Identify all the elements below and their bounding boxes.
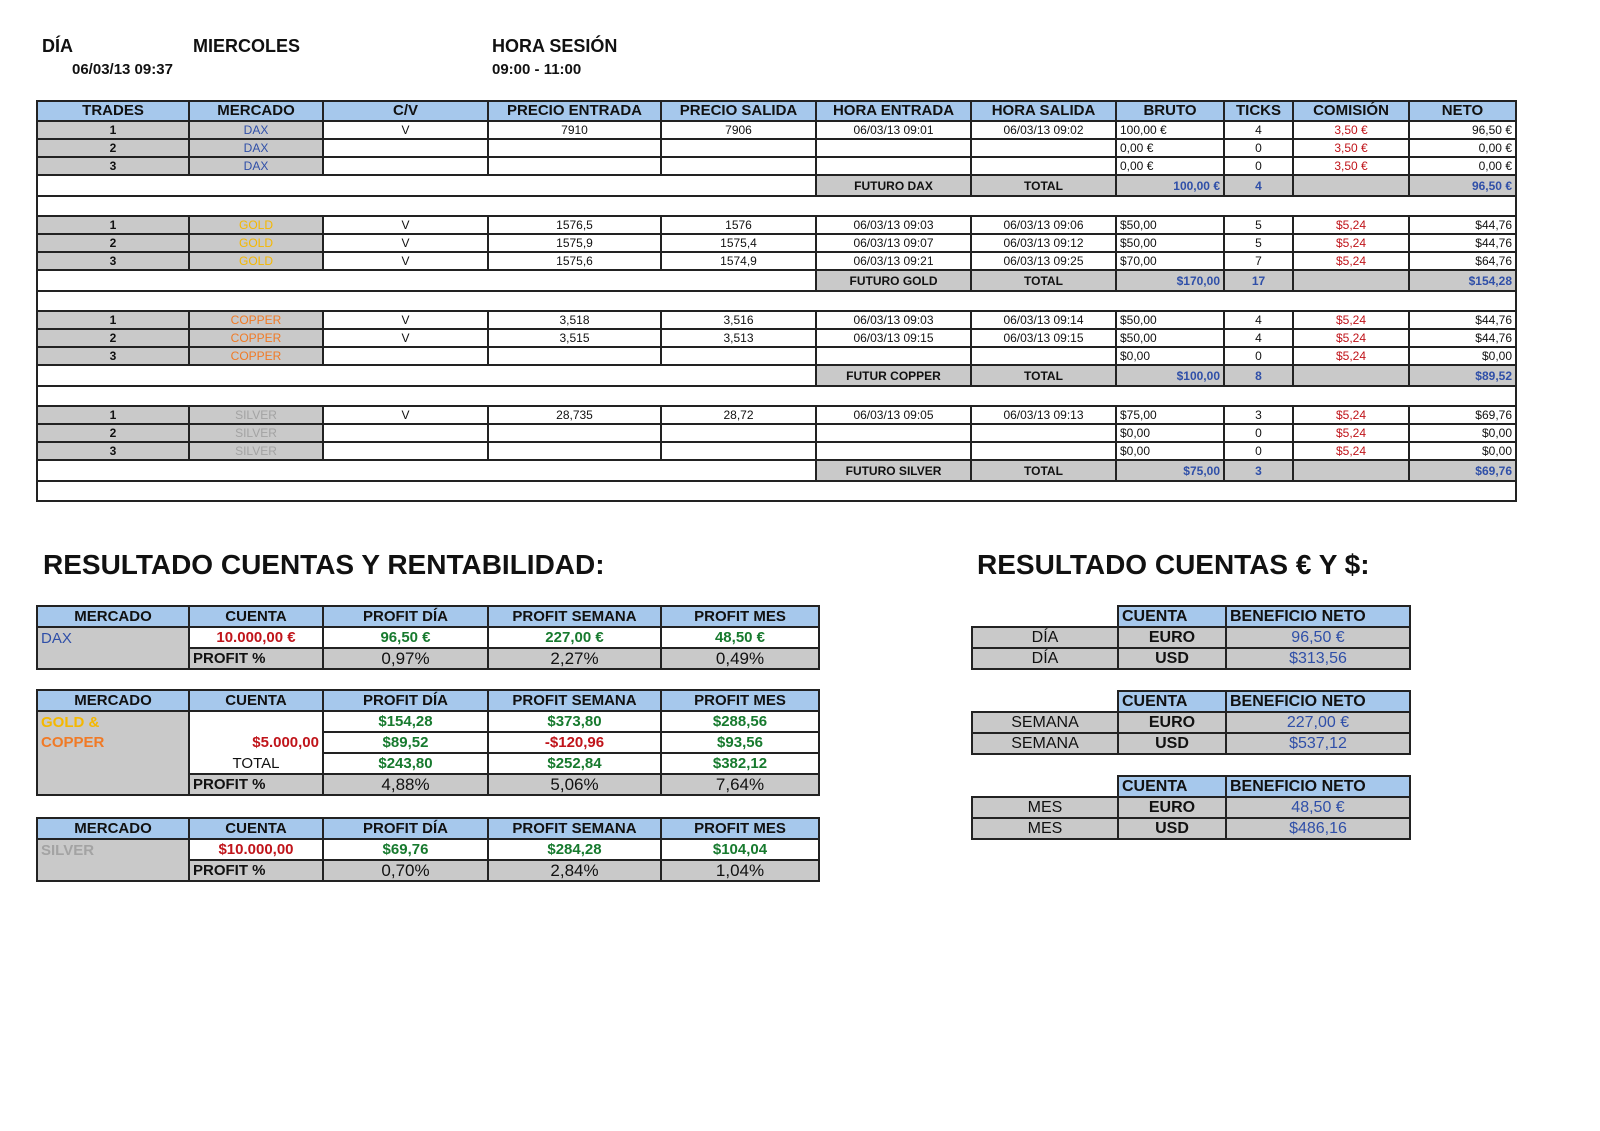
trade-ticks: 5 (1224, 234, 1293, 252)
trade-number: 1 (37, 216, 189, 234)
trade-ticks: 0 (1224, 139, 1293, 157)
profit-mes-total: $382,12 (661, 753, 819, 774)
account-blank (189, 711, 323, 732)
col-beneficio-neto: BENEFICIO NETO (1226, 606, 1410, 627)
trade-market: COPPER (189, 311, 323, 329)
total-ticks: 17 (1224, 270, 1293, 291)
accounts-block (971, 605, 1409, 845)
profit-semana-gold: $373,80 (488, 711, 661, 732)
pct-dia: 0,70% (323, 860, 488, 881)
profit-pct-label: PROFIT % (189, 648, 323, 669)
trade-number: 1 (37, 121, 189, 139)
trade-entry-time (816, 347, 971, 365)
trade-exit-price: 7906 (661, 121, 816, 139)
trade-entry-price: 7910 (488, 121, 661, 139)
trade-exit-price (661, 347, 816, 365)
total-future-label: FUTURO GOLD (816, 270, 971, 291)
profit-dia: 96,50 € (323, 627, 488, 648)
total-label: TOTAL (971, 460, 1116, 481)
trade-comision: $5,24 (1293, 234, 1409, 252)
trade-row (37, 139, 1516, 157)
trade-number: 3 (37, 157, 189, 175)
trade-number: 3 (37, 442, 189, 460)
account-row (972, 648, 1410, 669)
total-comision-blank (1293, 460, 1409, 481)
trade-market: SILVER (189, 406, 323, 424)
account-net: $486,16 (1226, 818, 1410, 839)
col-trades: TRADES (37, 101, 189, 121)
total-row (37, 365, 1516, 386)
total-row (37, 175, 1516, 196)
pct-semana: 2,84% (488, 860, 661, 881)
col-precio-salida: PRECIO SALIDA (661, 101, 816, 121)
trade-bruto: $0,00 (1116, 442, 1224, 460)
account-value: 10.000,00 € (189, 627, 323, 648)
trade-exit-time (971, 424, 1116, 442)
trade-entry-time: 06/03/13 09:07 (816, 234, 971, 252)
profit-mes: $104,04 (661, 839, 819, 860)
col-profit-mes: PROFIT MES (661, 690, 819, 711)
total-future-label: FUTURO SILVER (816, 460, 971, 481)
profit-semana: 227,00 € (488, 627, 661, 648)
trade-ticks: 4 (1224, 311, 1293, 329)
col-hora-entrada: HORA ENTRADA (816, 101, 971, 121)
total-future-label: FUTURO DAX (816, 175, 971, 196)
trade-number: 2 (37, 234, 189, 252)
total-comision-blank (1293, 175, 1409, 196)
pct-mes: 0,49% (661, 648, 819, 669)
col-mercado: MERCADO (189, 101, 323, 121)
trade-number: 1 (37, 406, 189, 424)
market-gold: GOLD & (37, 711, 189, 732)
trade-neto: $44,76 (1409, 216, 1516, 234)
profit-semana-total: $252,84 (488, 753, 661, 774)
total-label: TOTAL (971, 270, 1116, 291)
profit-semana: $284,28 (488, 839, 661, 860)
trade-neto: $0,00 (1409, 424, 1516, 442)
total-label: TOTAL (971, 365, 1116, 386)
trade-exit-price (661, 424, 816, 442)
session-hours: 09:00 - 11:00 (492, 61, 582, 78)
profit-dia: $69,76 (323, 839, 488, 860)
account-net: $313,56 (1226, 648, 1410, 669)
total-neto: $89,52 (1409, 365, 1516, 386)
trade-exit-price: 1574,9 (661, 252, 816, 270)
trade-row (37, 311, 1516, 329)
trade-entry-time (816, 424, 971, 442)
profit-dia-copper: $89,52 (323, 732, 488, 753)
pct-dia: 0,97% (323, 648, 488, 669)
total-comision-blank (1293, 365, 1409, 386)
trade-entry-price (488, 442, 661, 460)
profit-dia-gold: $154,28 (323, 711, 488, 732)
trade-entry-time (816, 442, 971, 460)
profit-pct-label: PROFIT % (189, 860, 323, 881)
total-row (37, 270, 1516, 291)
trade-comision: 3,50 € (1293, 139, 1409, 157)
total-bruto: 100,00 € (1116, 175, 1224, 196)
col-profit-dia: PROFIT DÍA (323, 818, 488, 839)
trade-neto: $44,76 (1409, 311, 1516, 329)
trade-number: 1 (37, 311, 189, 329)
trade-entry-time: 06/03/13 09:01 (816, 121, 971, 139)
trade-bruto: 0,00 € (1116, 157, 1224, 175)
trade-comision: 3,50 € (1293, 121, 1409, 139)
trade-cv (323, 347, 488, 365)
col-precio-entrada: PRECIO ENTRADA (488, 101, 661, 121)
total-bruto: $75,00 (1116, 460, 1224, 481)
trade-entry-price: 3,515 (488, 329, 661, 347)
trade-row (37, 424, 1516, 442)
account-net: 96,50 € (1226, 627, 1410, 648)
summary-gold-copper-table (36, 689, 820, 796)
trade-entry-price (488, 139, 661, 157)
trade-row (37, 216, 1516, 234)
profit-dia-total: $243,80 (323, 753, 488, 774)
trade-exit-time (971, 442, 1116, 460)
account-row (972, 797, 1410, 818)
trade-row (37, 234, 1516, 252)
trade-entry-price: 1576,5 (488, 216, 661, 234)
col-profit-semana: PROFIT SEMANA (488, 818, 661, 839)
date-time: 06/03/13 09:37 (72, 61, 173, 78)
trade-comision: 3,50 € (1293, 157, 1409, 175)
total-ticks: 3 (1224, 460, 1293, 481)
col-comision: COMISIÓN (1293, 101, 1409, 121)
trade-bruto: 100,00 € (1116, 121, 1224, 139)
trade-entry-price (488, 424, 661, 442)
trade-cv: V (323, 121, 488, 139)
account-currency: EURO (1118, 712, 1226, 733)
account-currency: USD (1118, 818, 1226, 839)
col-cuenta: CUENTA (189, 690, 323, 711)
profit-pct-label: PROFIT % (189, 774, 323, 795)
trade-cv: V (323, 406, 488, 424)
trade-entry-price: 1575,9 (488, 234, 661, 252)
trade-exit-price: 3,516 (661, 311, 816, 329)
market-silver: SILVER (37, 839, 189, 860)
account-row (972, 733, 1410, 754)
trade-neto: 0,00 € (1409, 157, 1516, 175)
trade-exit-time: 06/03/13 09:25 (971, 252, 1116, 270)
total-neto: $154,28 (1409, 270, 1516, 291)
trade-exit-time (971, 347, 1116, 365)
trade-exit-time (971, 157, 1116, 175)
trade-market: DAX (189, 121, 323, 139)
trade-market: SILVER (189, 424, 323, 442)
trade-neto: $0,00 (1409, 347, 1516, 365)
trade-exit-price: 1576 (661, 216, 816, 234)
trade-exit-price: 1575,4 (661, 234, 816, 252)
trade-entry-price (488, 347, 661, 365)
trade-entry-time (816, 157, 971, 175)
col-mercado: MERCADO (37, 818, 189, 839)
account-period: MES (972, 797, 1118, 818)
col-profit-dia: PROFIT DÍA (323, 690, 488, 711)
trade-row (37, 329, 1516, 347)
table-footer (37, 481, 1516, 501)
market-blank (37, 860, 189, 881)
col-profit-semana: PROFIT SEMANA (488, 690, 661, 711)
col-cuenta: CUENTA (1118, 691, 1226, 712)
trade-row (37, 157, 1516, 175)
trade-exit-time: 06/03/13 09:15 (971, 329, 1116, 347)
trade-entry-price: 28,735 (488, 406, 661, 424)
trade-exit-time (971, 139, 1116, 157)
results-title: RESULTADO CUENTAS Y RENTABILIDAD: (43, 549, 605, 580)
account-period: SEMANA (972, 712, 1118, 733)
account-period: MES (972, 818, 1118, 839)
trade-ticks: 5 (1224, 216, 1293, 234)
trade-neto: $0,00 (1409, 442, 1516, 460)
col-profit-mes: PROFIT MES (661, 606, 819, 627)
group-spacer (37, 386, 1516, 406)
trade-number: 2 (37, 139, 189, 157)
pct-mes: 7,64% (661, 774, 819, 795)
trade-row (37, 442, 1516, 460)
col-hora-salida: HORA SALIDA (971, 101, 1116, 121)
account-value: $10.000,00 (189, 839, 323, 860)
trade-comision: $5,24 (1293, 424, 1409, 442)
session-label: HORA SESIÓN (492, 36, 618, 56)
total-label: TOTAL (189, 753, 323, 774)
trade-bruto: $75,00 (1116, 406, 1224, 424)
col-mercado: MERCADO (37, 690, 189, 711)
account-row (972, 712, 1410, 733)
trade-cv (323, 424, 488, 442)
trade-ticks: 0 (1224, 442, 1293, 460)
trade-entry-time (816, 139, 971, 157)
trade-cv (323, 139, 488, 157)
trade-entry-time: 06/03/13 09:03 (816, 311, 971, 329)
trade-exit-price (661, 442, 816, 460)
trade-cv (323, 157, 488, 175)
day-value: MIERCOLES (193, 36, 301, 56)
accounts-table-mes (971, 775, 1411, 840)
trade-ticks: 7 (1224, 252, 1293, 270)
col-cv: C/V (323, 101, 488, 121)
group-spacer (37, 291, 1516, 311)
pct-semana: 5,06% (488, 774, 661, 795)
market-blank (37, 753, 189, 774)
col-ticks: TICKS (1224, 101, 1293, 121)
group-spacer (37, 196, 1516, 216)
col-profit-mes: PROFIT MES (661, 818, 819, 839)
trade-bruto: $0,00 (1116, 424, 1224, 442)
account-value: $5.000,00 (189, 732, 323, 753)
trade-entry-price (488, 157, 661, 175)
col-cuenta: CUENTA (1118, 606, 1226, 627)
trade-exit-time: 06/03/13 09:02 (971, 121, 1116, 139)
trade-bruto: $70,00 (1116, 252, 1224, 270)
trade-cv: V (323, 216, 488, 234)
trade-market: COPPER (189, 329, 323, 347)
trade-exit-time: 06/03/13 09:14 (971, 311, 1116, 329)
trade-exit-time: 06/03/13 09:12 (971, 234, 1116, 252)
trade-neto: $44,76 (1409, 329, 1516, 347)
total-bruto: $100,00 (1116, 365, 1224, 386)
trade-ticks: 4 (1224, 121, 1293, 139)
total-ticks: 4 (1224, 175, 1293, 196)
market-blank (37, 648, 189, 669)
pct-dia: 4,88% (323, 774, 488, 795)
trade-neto: 0,00 € (1409, 139, 1516, 157)
account-currency: EURO (1118, 627, 1226, 648)
trade-row (37, 252, 1516, 270)
account-net: 227,00 € (1226, 712, 1410, 733)
trade-ticks: 0 (1224, 424, 1293, 442)
account-currency: USD (1118, 733, 1226, 754)
col-cuenta: CUENTA (189, 606, 323, 627)
trade-entry-time: 06/03/13 09:03 (816, 216, 971, 234)
trade-market: DAX (189, 157, 323, 175)
profit-mes-gold: $288,56 (661, 711, 819, 732)
accounts-table-día (971, 605, 1411, 670)
trade-market: COPPER (189, 347, 323, 365)
trade-cv (323, 442, 488, 460)
account-row (972, 818, 1410, 839)
account-net: 48,50 € (1226, 797, 1410, 818)
trade-market: DAX (189, 139, 323, 157)
summary-dax-table (36, 605, 820, 670)
trade-row (37, 347, 1516, 365)
trade-ticks: 4 (1224, 329, 1293, 347)
trade-bruto: $50,00 (1116, 216, 1224, 234)
trade-cv: V (323, 252, 488, 270)
trade-number: 3 (37, 347, 189, 365)
trade-exit-price (661, 139, 816, 157)
trade-exit-time: 06/03/13 09:06 (971, 216, 1116, 234)
pct-mes: 1,04% (661, 860, 819, 881)
accounts-table-semana (971, 690, 1411, 755)
trade-entry-price: 3,518 (488, 311, 661, 329)
trade-market: SILVER (189, 442, 323, 460)
summary-silver-table (36, 817, 820, 882)
accounts-title: RESULTADO CUENTAS € Y $: (977, 549, 1370, 580)
market-dax: DAX (37, 627, 189, 648)
trade-entry-time: 06/03/13 09:05 (816, 406, 971, 424)
trade-ticks: 0 (1224, 157, 1293, 175)
total-bruto: $170,00 (1116, 270, 1224, 291)
trade-neto: $69,76 (1409, 406, 1516, 424)
account-period: SEMANA (972, 733, 1118, 754)
trade-neto: 96,50 € (1409, 121, 1516, 139)
trade-row (37, 406, 1516, 424)
trade-row (37, 121, 1516, 139)
profit-mes: 48,50 € (661, 627, 819, 648)
trade-comision: $5,24 (1293, 406, 1409, 424)
trade-neto: $64,76 (1409, 252, 1516, 270)
market-blank (37, 774, 189, 795)
total-blank (37, 460, 816, 481)
col-cuenta: CUENTA (1118, 776, 1226, 797)
total-blank (37, 270, 816, 291)
col-profit-dia: PROFIT DÍA (323, 606, 488, 627)
col-cuenta: CUENTA (189, 818, 323, 839)
col-beneficio-neto: BENEFICIO NETO (1226, 691, 1410, 712)
trade-number: 3 (37, 252, 189, 270)
account-currency: USD (1118, 648, 1226, 669)
header-blank (972, 691, 1118, 712)
account-row (972, 627, 1410, 648)
header-blank (972, 776, 1118, 797)
trade-entry-price: 1575,6 (488, 252, 661, 270)
total-neto: 96,50 € (1409, 175, 1516, 196)
total-blank (37, 365, 816, 386)
trades-table (36, 100, 1517, 502)
profit-semana-copper: -$120,96 (488, 732, 661, 753)
trade-entry-time: 06/03/13 09:15 (816, 329, 971, 347)
col-mercado: MERCADO (37, 606, 189, 627)
trade-exit-price: 28,72 (661, 406, 816, 424)
trade-comision: $5,24 (1293, 311, 1409, 329)
trade-number: 2 (37, 424, 189, 442)
trade-ticks: 3 (1224, 406, 1293, 424)
trade-cv: V (323, 329, 488, 347)
trade-cv: V (323, 234, 488, 252)
trade-exit-time: 06/03/13 09:13 (971, 406, 1116, 424)
trade-neto: $44,76 (1409, 234, 1516, 252)
col-neto: NETO (1409, 101, 1516, 121)
trade-comision: $5,24 (1293, 216, 1409, 234)
trade-bruto: $0,00 (1116, 347, 1224, 365)
account-period: DÍA (972, 627, 1118, 648)
pct-semana: 2,27% (488, 648, 661, 669)
col-beneficio-neto: BENEFICIO NETO (1226, 776, 1410, 797)
trade-number: 2 (37, 329, 189, 347)
trade-market: GOLD (189, 234, 323, 252)
account-period: DÍA (972, 648, 1118, 669)
col-bruto: BRUTO (1116, 101, 1224, 121)
header-blank (972, 606, 1118, 627)
trade-comision: $5,24 (1293, 329, 1409, 347)
profit-mes-copper: $93,56 (661, 732, 819, 753)
trade-market: GOLD (189, 252, 323, 270)
trade-comision: $5,24 (1293, 252, 1409, 270)
total-row (37, 460, 1516, 481)
trade-comision: $5,24 (1293, 442, 1409, 460)
trade-market: GOLD (189, 216, 323, 234)
trade-comision: $5,24 (1293, 347, 1409, 365)
total-future-label: FUTUR COPPER (816, 365, 971, 386)
total-neto: $69,76 (1409, 460, 1516, 481)
trade-exit-price (661, 157, 816, 175)
trade-bruto: 0,00 € (1116, 139, 1224, 157)
trade-entry-time: 06/03/13 09:21 (816, 252, 971, 270)
trade-ticks: 0 (1224, 347, 1293, 365)
day-label: DÍA (42, 36, 73, 56)
trade-cv: V (323, 311, 488, 329)
account-net: $537,12 (1226, 733, 1410, 754)
trade-bruto: $50,00 (1116, 234, 1224, 252)
total-label: TOTAL (971, 175, 1116, 196)
total-ticks: 8 (1224, 365, 1293, 386)
col-profit-semana: PROFIT SEMANA (488, 606, 661, 627)
account-currency: EURO (1118, 797, 1226, 818)
trade-exit-price: 3,513 (661, 329, 816, 347)
total-comision-blank (1293, 270, 1409, 291)
trade-bruto: $50,00 (1116, 329, 1224, 347)
market-copper: COPPER (37, 732, 189, 753)
trade-bruto: $50,00 (1116, 311, 1224, 329)
total-blank (37, 175, 816, 196)
